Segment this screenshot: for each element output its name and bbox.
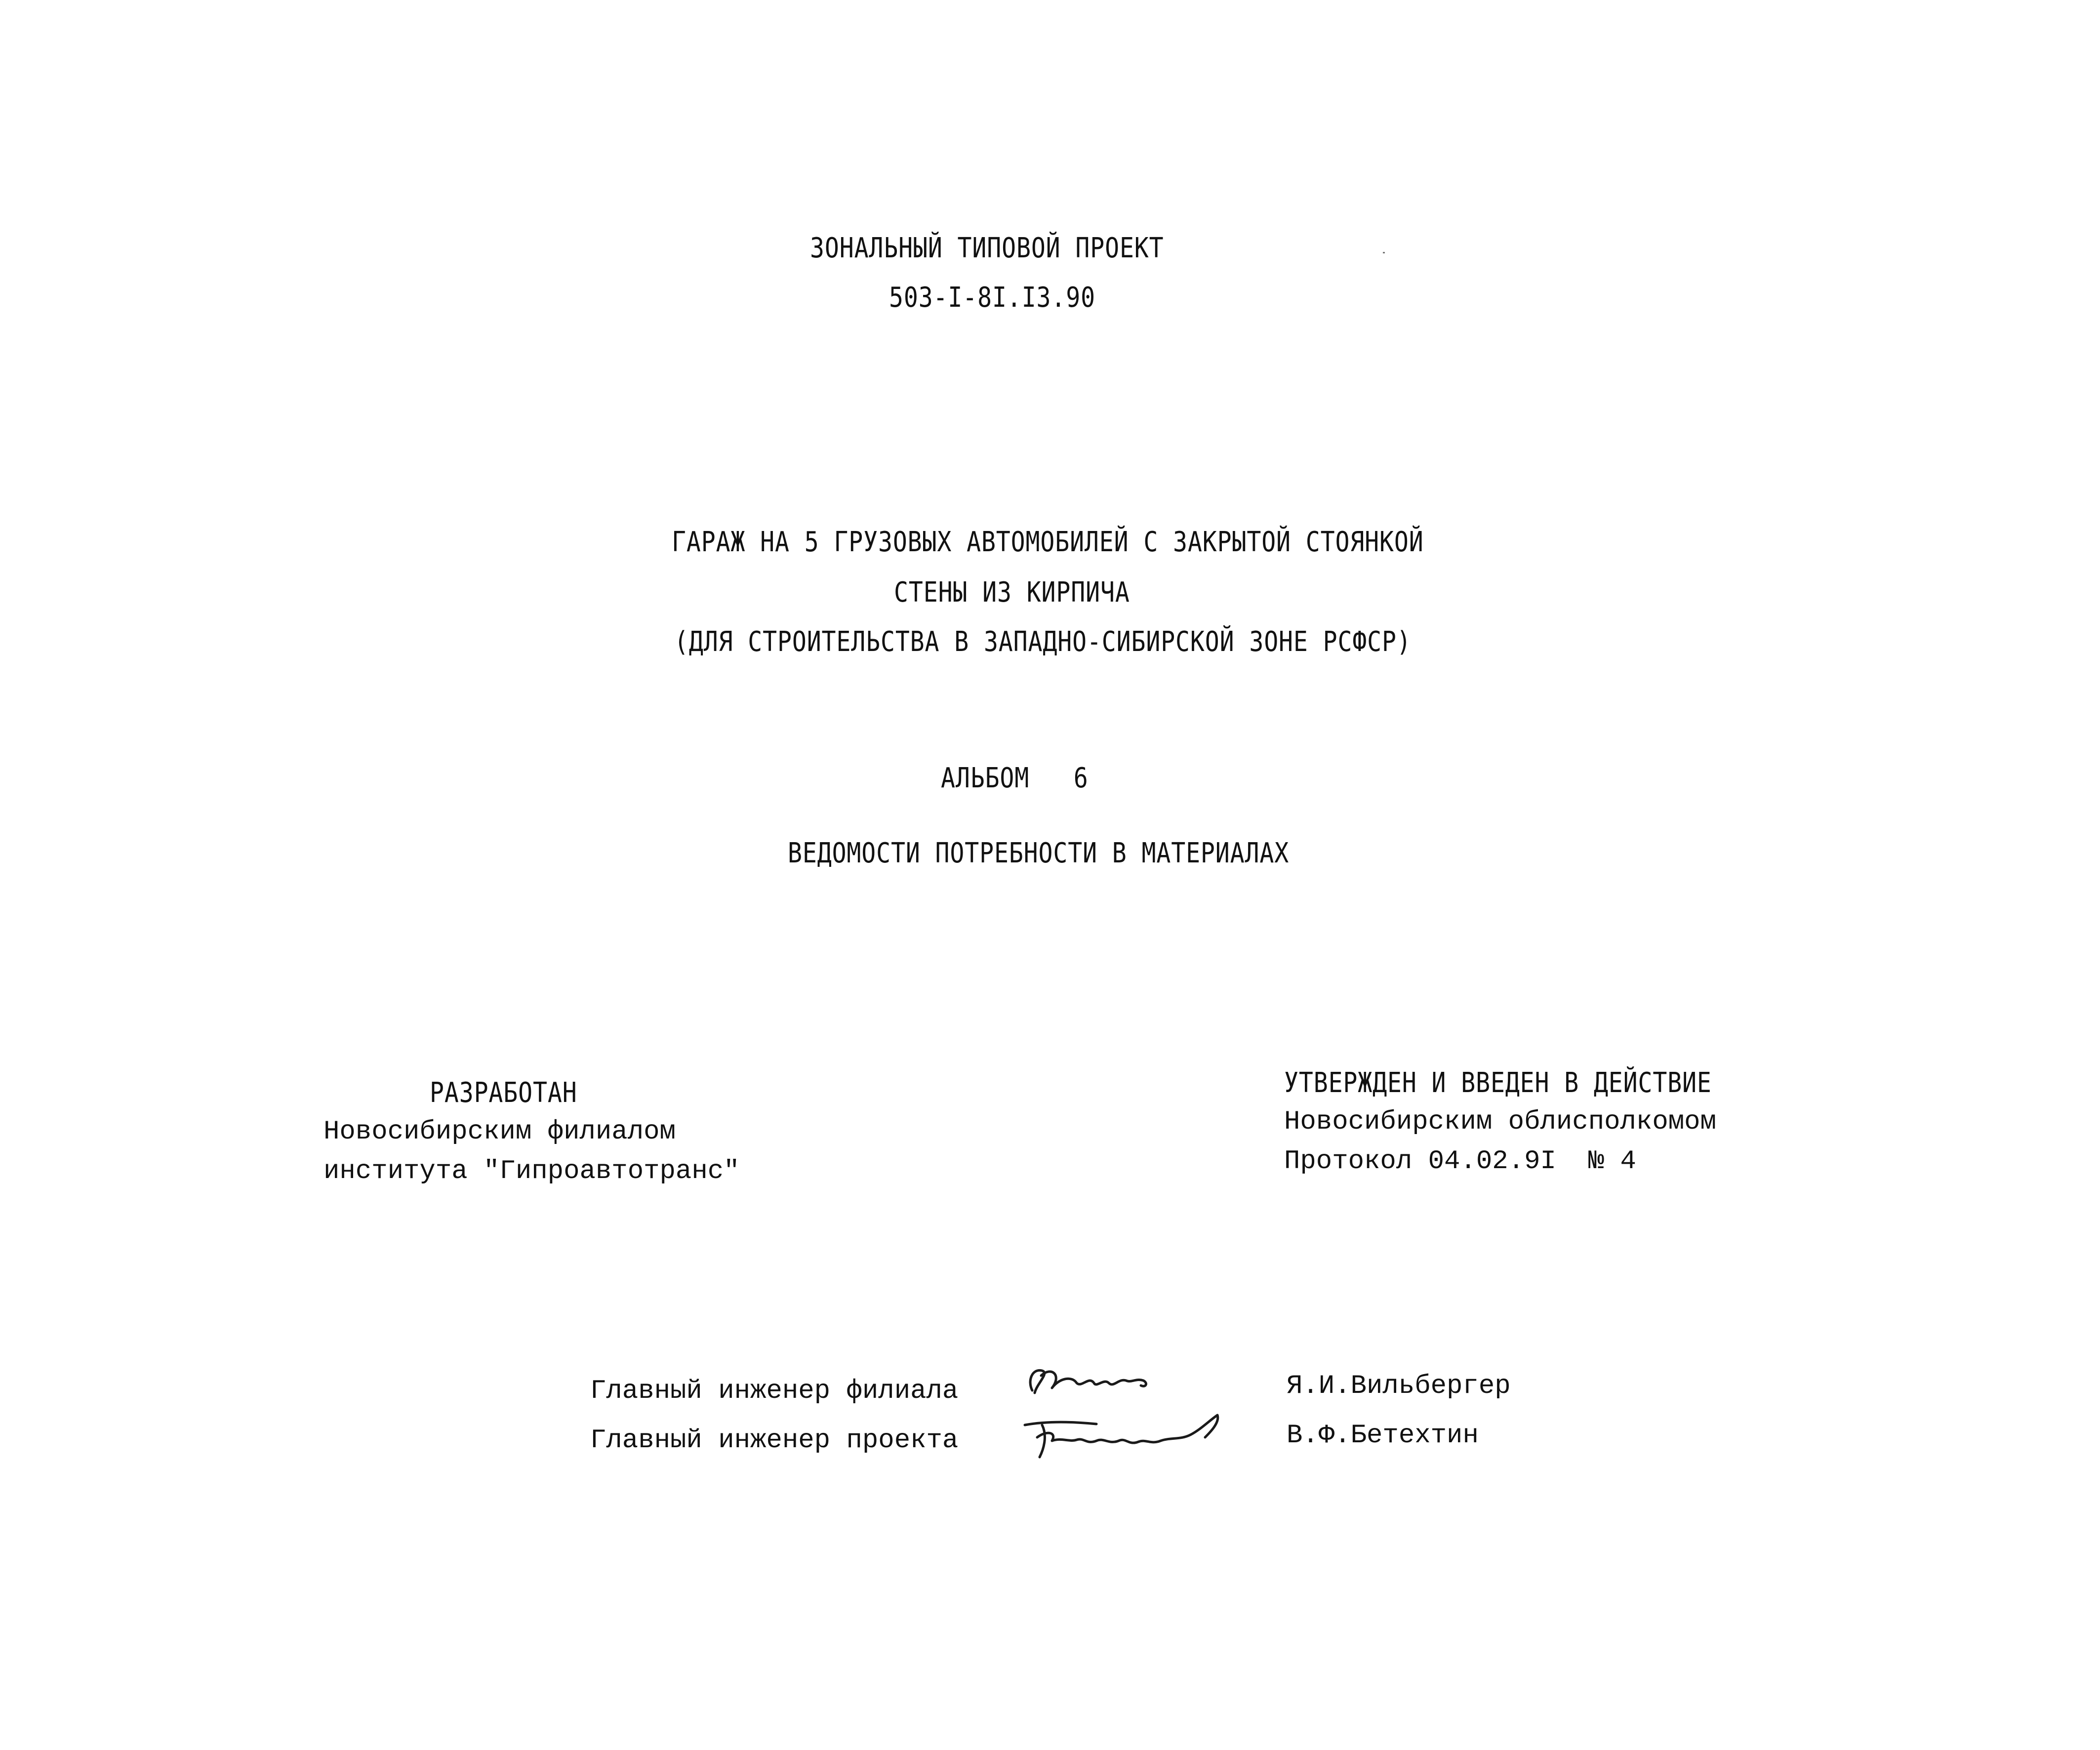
approved-line-2: Протокол 04.02.9I № 4 [1284,1146,1636,1177]
title-line-2: СТЕНЫ ИЗ КИРПИЧА [894,576,1130,609]
signatory-role-branch: Главный инженер филиала [590,1376,959,1406]
developed-line-1: Новосибирским филиалом [323,1117,676,1147]
title-line-1: ГАРАЖ НА 5 ГРУЗОВЫХ АВТОМОБИЛЕЙ С ЗАКРЫТОЙ СТОЯНКОЙ [672,526,1424,558]
signatory-name-branch: Я.И.Вильбергер [1287,1371,1511,1401]
signature-branch-engineer [1022,1361,1166,1405]
signature-project-engineer [1022,1410,1240,1465]
project-type-heading: ЗОНАЛЬНЫЙ ТИПОВОЙ ПРОЕКТ [810,232,1164,264]
developed-heading: РАЗРАБОТАН [430,1077,577,1109]
project-code: 503-I-8I.I3.90 [889,282,1095,314]
approved-heading: УТВЕРЖДЕН И ВВЕДЕН В ДЕЙСТВИЕ [1284,1067,1712,1099]
title-line-3: (ДЛЯ СТРОИТЕЛЬСТВА В ЗАПАДНО-СИБИРСКОЙ ЗОНЕ РСФСР) [674,626,1412,658]
signatory-name-project: В.Ф.Бетехтин [1287,1421,1479,1451]
scan-speck [1383,252,1385,253]
signatory-role-project: Главный инженер проекта [590,1425,959,1456]
album-subject: ВЕДОМОСТИ ПОТРЕБНОСТИ В МАТЕРИАЛАХ [788,837,1290,869]
approved-line-1: Новосибирским облисполкомом [1284,1107,1716,1137]
album-number: АЛЬБОМ 6 [941,762,1089,794]
developed-line-2: института "Гипроавтотранс" [323,1156,740,1186]
